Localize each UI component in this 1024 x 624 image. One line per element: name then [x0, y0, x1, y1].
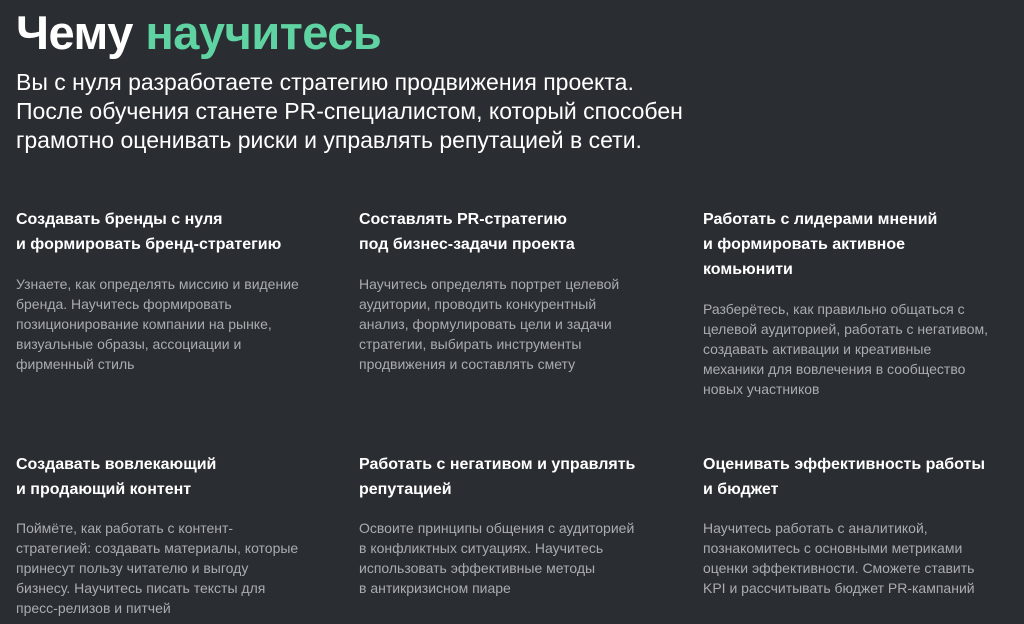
skill-text-line: Научитесь определять портрет целевой — [359, 276, 620, 292]
skill-card-description — [16, 274, 331, 374]
skill-card-description — [359, 518, 674, 598]
page-title — [16, 2, 381, 64]
subtitle-line: грамотно оценивать риски и управлять репутацией в сети. — [16, 127, 642, 153]
skill-title-line: и бюджет — [703, 481, 779, 498]
page-subtitle — [16, 68, 916, 155]
skill-text-line: механики для вовлечения в сообщество — [703, 361, 966, 377]
skill-text-line: анализ, формулировать цели и задачи — [359, 316, 612, 332]
skill-card-title — [703, 207, 1018, 282]
skill-card-efficiency — [703, 452, 1018, 598]
skill-title-line: Работать с лидерами мнений — [703, 211, 938, 228]
skill-text-line: Разберётесь, как правильно общаться с — [703, 301, 965, 317]
skill-text-line: позиционирование компании на рынке, — [16, 316, 272, 332]
skill-title-line: Работать с негативом и управлять — [359, 456, 636, 473]
skill-card-influencers — [703, 207, 1018, 399]
title-accent: научитесь — [145, 6, 382, 59]
skill-card-title — [16, 452, 331, 502]
subtitle-line: Вы с нуля разработаете стратегию продвижения проекта. — [16, 69, 634, 95]
skill-text-line: оценки эффективности. Сможете ставить — [703, 560, 975, 576]
skill-card-brands — [16, 207, 331, 374]
skill-text-line: Узнаете, как определять миссию и видение — [16, 276, 299, 292]
skill-text-line: стратегией: создавать материалы, которые — [16, 540, 299, 556]
skill-title-line: Создавать бренды с нуля — [16, 211, 223, 228]
subtitle-line: После обучения станете PR-специалистом, который способен — [16, 98, 683, 124]
skill-text-line: познакомитесь с основными метриками — [703, 540, 963, 556]
skill-card-title — [359, 207, 674, 257]
skill-text-line: бренда. Научитесь формировать — [16, 296, 232, 312]
skill-card-title — [703, 452, 1018, 502]
skill-card-description — [16, 518, 331, 618]
skill-text-line: визуальные образы, ассоциации и — [16, 336, 242, 352]
skill-card-title — [16, 207, 331, 257]
skill-title-line: и формировать активное — [703, 236, 906, 253]
skill-card-pr-strategy — [359, 207, 674, 374]
skill-card-description — [703, 518, 1018, 598]
skill-card-reputation — [359, 452, 674, 598]
skill-text-line: стратегии, выбирать инструменты — [359, 336, 582, 352]
skill-text-line: использовать эффективные методы — [359, 560, 596, 576]
skill-card-content — [16, 452, 331, 618]
skill-text-line: в антикризисном пиаре — [359, 580, 511, 596]
skill-text-line: принесут пользу читателю и выгоду — [16, 560, 249, 576]
title-main: Чему — [16, 6, 146, 59]
skill-title-line: Создавать вовлекающий — [16, 456, 217, 473]
skill-card-title — [359, 452, 674, 502]
skill-card-description — [703, 299, 1018, 399]
skill-text-line: аудитории, проводить конкурентный — [359, 296, 597, 312]
skill-title-line: и формировать бренд-стратегию — [16, 236, 282, 253]
skill-text-line: создавать активации и креативные — [703, 341, 932, 357]
skill-text-line: целевой аудиторией, работать с негативом, — [703, 321, 988, 337]
skill-text-line: бизнесу. Научитесь писать тексты для — [16, 580, 266, 596]
skill-text-line: Научитесь работать с аналитикой, — [703, 520, 928, 536]
skill-title-line: комьюнити — [703, 261, 793, 278]
skill-title-line: репутацией — [359, 481, 452, 498]
skill-text-line: пресс-релизов и питчей — [16, 600, 171, 616]
skill-card-description — [359, 274, 674, 374]
skill-text-line: фирменный стиль — [16, 356, 135, 372]
skill-title-line: и продающий контент — [16, 481, 192, 498]
skill-title-line: Оценивать эффективность работы — [703, 456, 986, 473]
skill-text-line: Освоите принципы общения с аудиторией — [359, 520, 635, 536]
skill-title-line: Составлять PR-стратегию — [359, 211, 567, 228]
skill-title-line: под бизнес-задачи проекта — [359, 236, 575, 253]
skill-text-line: продвижения и составлять смету — [359, 356, 576, 372]
skill-text-line: новых участников — [703, 381, 820, 397]
skill-text-line: KPI и рассчитывать бюджет PR-кампаний — [703, 580, 975, 596]
skill-text-line: Поймёте, как работать с контент- — [16, 520, 234, 536]
skill-text-line: в конфликтных ситуациях. Научитесь — [359, 540, 604, 556]
